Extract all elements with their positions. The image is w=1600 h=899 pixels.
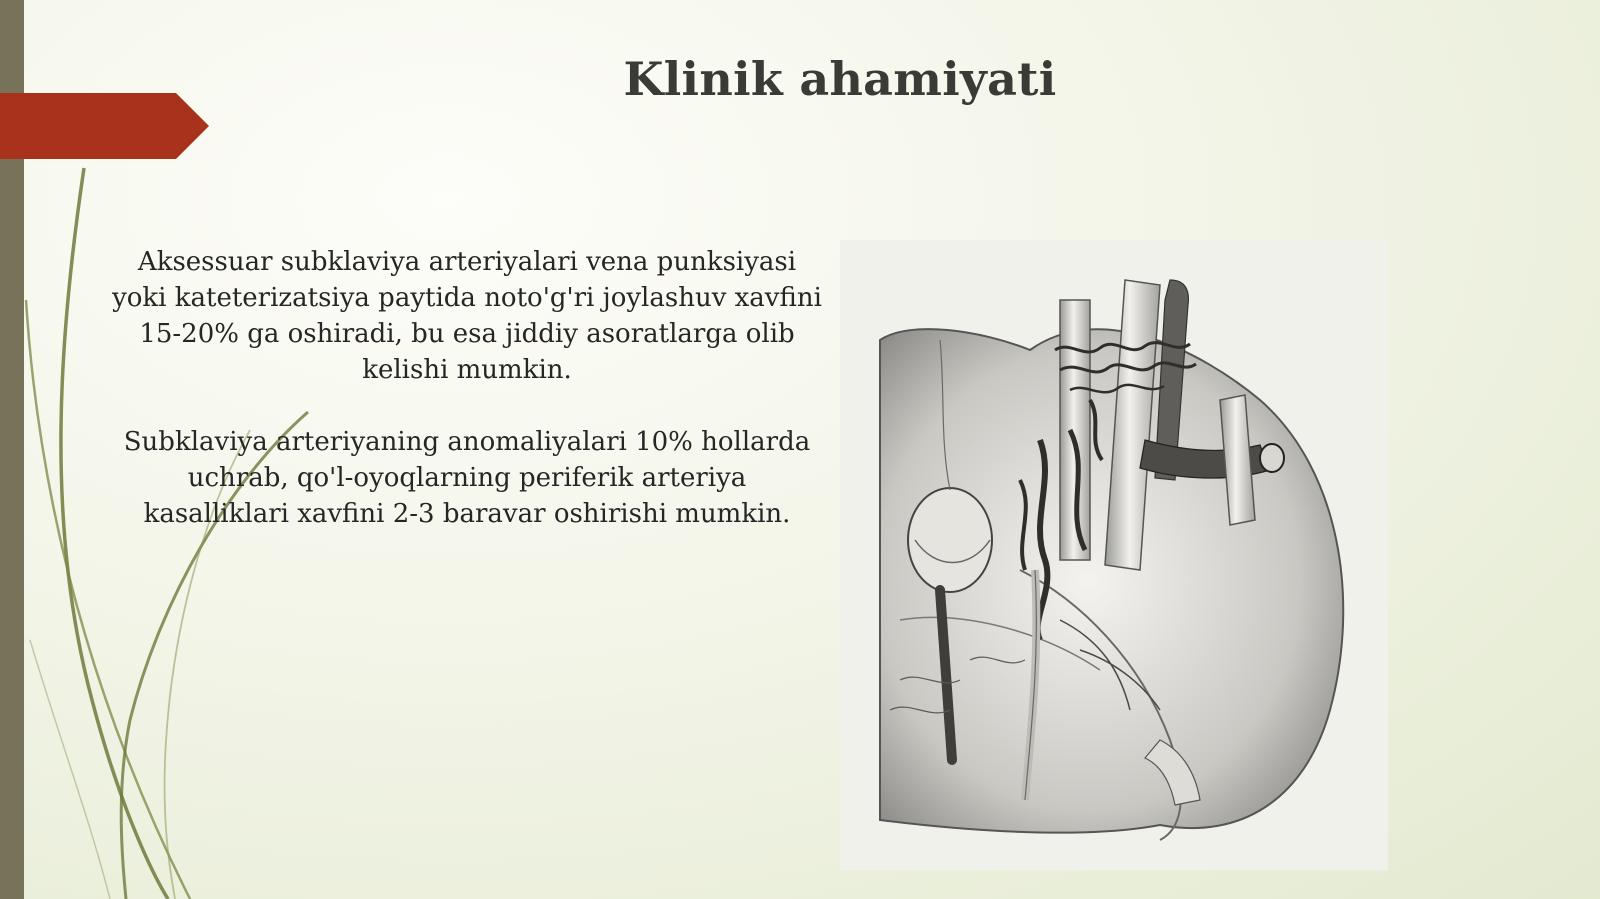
slide-title: Klinik ahamiyati xyxy=(623,52,1057,106)
paragraph-anomalies: Subklaviya arteriyaning anomaliyalari 10% hollarda uchrab, qo'l-oyoqlarning periferik arteriya kasalliklari xavfini 2-3 baravar oshirishi mumkin. xyxy=(123,427,811,529)
paragraph-spacer xyxy=(112,388,822,424)
title-banner-arrow xyxy=(0,93,209,159)
anatomical-illustration xyxy=(840,240,1388,870)
slide-body xyxy=(112,244,822,532)
paragraph-accessory-arteries: Aksessuar subklaviya arteriyalari vena punksiyasi yoki kateterizatsiya paytida noto'g'ri joylashuv xavfini 15-20% ga oshiradi, bu esa jiddiy asoratlarga olib kelishi mumkin. xyxy=(112,247,822,385)
